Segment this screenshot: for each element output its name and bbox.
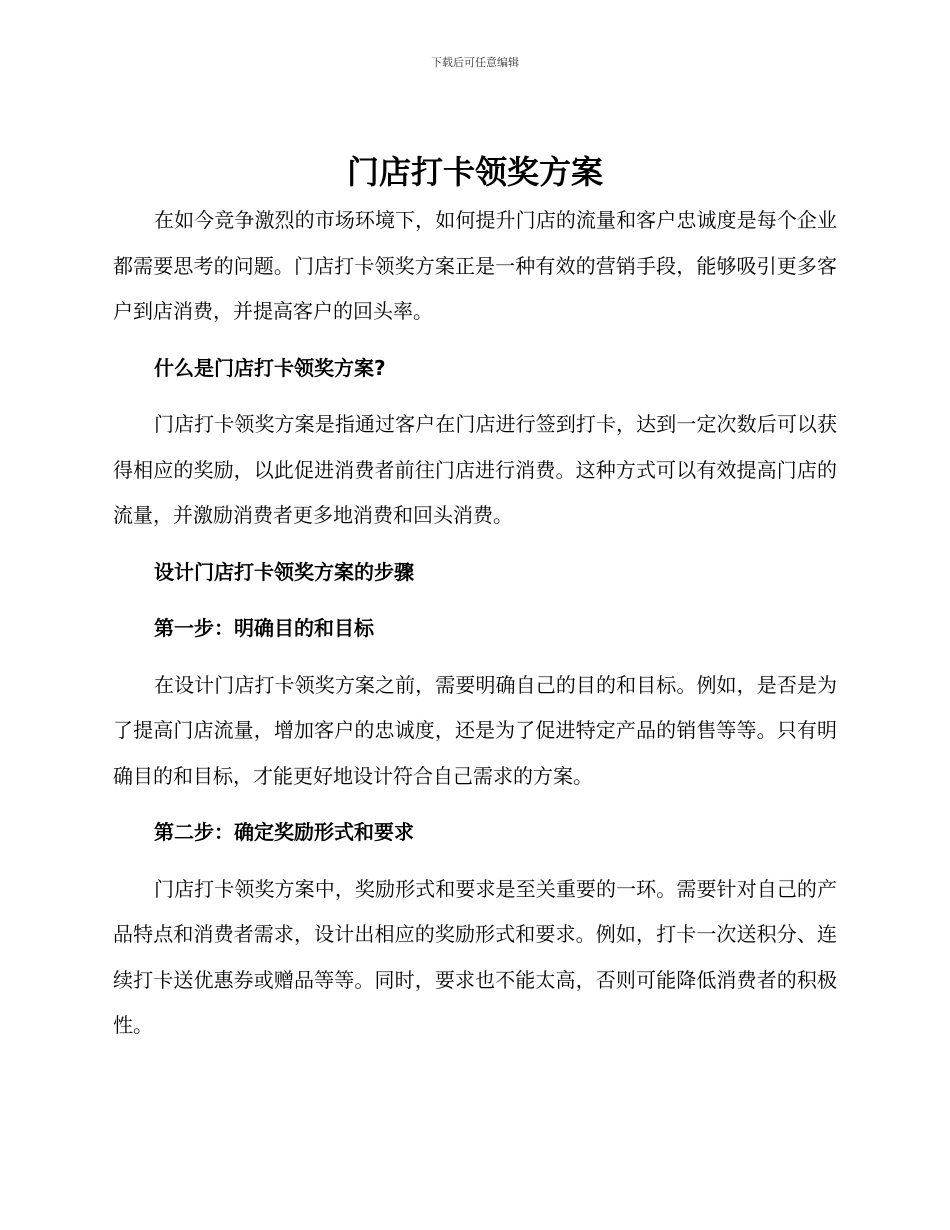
page-title: 门店打卡领奖方案 xyxy=(346,153,603,191)
what-paragraph: 门店打卡领奖方案是指通过客户在门店进行签到打卡，达到一定次数后可以获得相应的奖励，以此促进消费者前往门店进行消费。这种方式可以有效提高门店的流量，并激励消费者更多地消费和回头消费。 xyxy=(113,412,837,527)
section-heading-steps: 设计门店打卡领奖方案的步骤 xyxy=(154,559,414,584)
step2-heading: 第二步：确定奖励形式和要求 xyxy=(154,820,414,844)
step1-paragraph: 在设计门店打卡领奖方案之前，需要明确自己的目的和目标。例如，是否是为了提高门店流量，增加客户的忠诚度，还是为了促进特定产品的销售等等。只有明确目的和目标，才能更好地设计符合自己需求的方案。 xyxy=(113,672,837,788)
step1-heading: 第一步：明确目的和目标 xyxy=(154,616,374,640)
section-heading-what: 什么是门店打卡领奖方案? xyxy=(154,355,386,380)
intro-paragraph: 在如今竞争激烈的市场环境下，如何提升门店的流量和客户忠诚度是每个企业都需要思考的问题。门店打卡领奖方案正是一种有效的营销手段，能够吸引更多客户到店消费，并提高客户的回头率。 xyxy=(113,208,837,323)
document-body xyxy=(113,198,837,1049)
step2-paragraph: 门店打卡领奖方案中，奖励形式和要求是至关重要的一环。需要针对自己的产品特点和消费者需求，设计出相应的奖励形式和要求。例如，打卡一次送积分、连续打卡送优惠券或赠品等等。同时，要求也不能太高，否则可能降低消费者的积极性。 xyxy=(113,876,837,1037)
header-note: 下载后可任意编辑 xyxy=(431,56,519,69)
